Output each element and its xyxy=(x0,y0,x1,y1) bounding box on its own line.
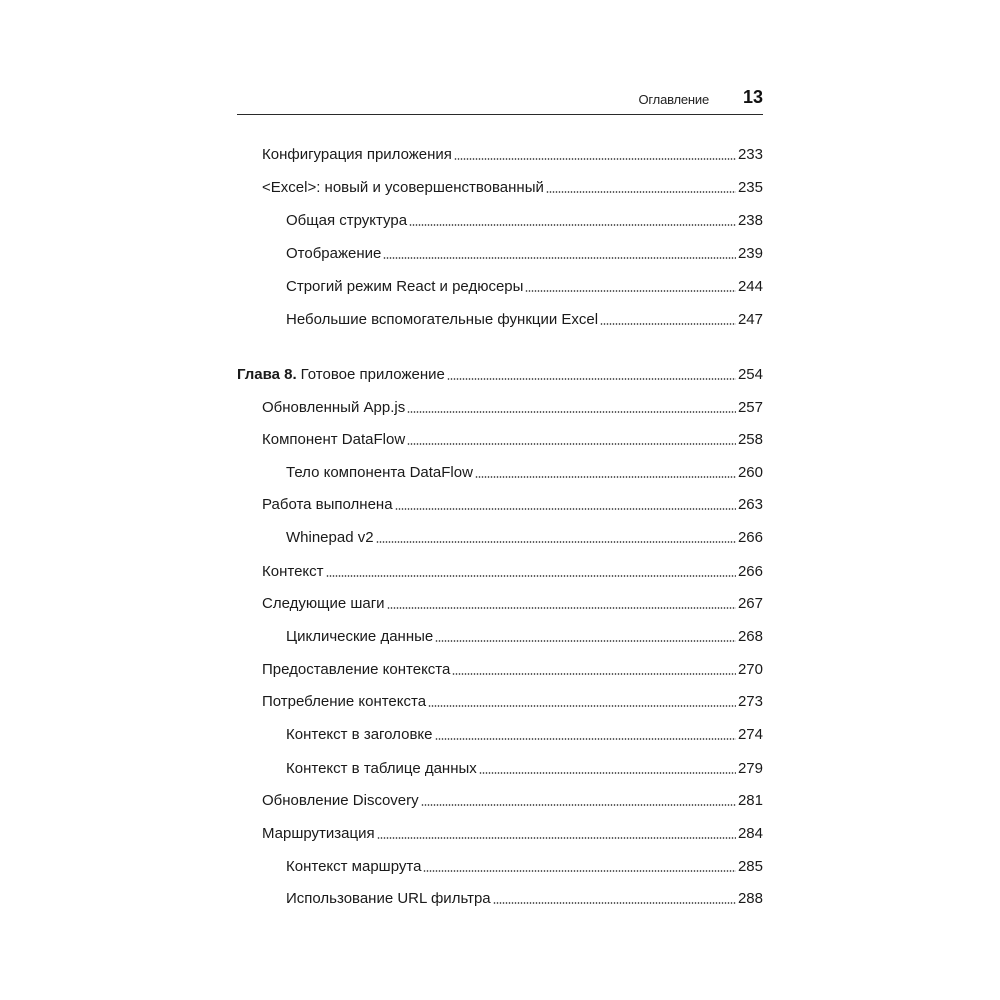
toc-page-number: 266 xyxy=(737,563,763,580)
dot-leader xyxy=(383,257,736,259)
toc-subsection-entry xyxy=(286,758,763,780)
toc-subsection-entry xyxy=(286,276,763,298)
toc-section-entry xyxy=(262,177,763,199)
toc-entry-title: Работа выполнена xyxy=(262,496,393,513)
toc-section-entry xyxy=(262,659,763,681)
dot-leader xyxy=(435,738,736,740)
toc-entry-title: Компонент DataFlow xyxy=(262,431,406,448)
toc-entry-title: Отображение xyxy=(286,245,382,262)
dot-leader xyxy=(525,290,736,292)
toc-entry-title: Предоставление контекста xyxy=(262,661,451,678)
toc-subsection-entry xyxy=(286,309,763,331)
dot-leader xyxy=(475,476,736,478)
toc-page-number: 270 xyxy=(737,661,763,678)
toc-section-entry xyxy=(262,823,763,845)
toc-subsection-entry xyxy=(286,210,763,232)
toc-entry-title: Обновление Discovery xyxy=(262,792,419,809)
dot-leader xyxy=(395,508,736,510)
dot-leader xyxy=(387,607,736,609)
page-number: 13 xyxy=(742,87,763,107)
toc-entry-title: Готовое приложение xyxy=(300,366,445,383)
toc-entry-title: Конфигурация приложения xyxy=(262,146,452,163)
toc-page-number: 284 xyxy=(737,825,763,842)
toc-page-number: 260 xyxy=(737,464,763,481)
toc-page-number: 258 xyxy=(737,431,763,448)
toc-entry-title: Тело компонента DataFlow xyxy=(286,464,473,481)
toc-page-number: 267 xyxy=(737,595,763,612)
toc-subsection-entry xyxy=(286,856,763,878)
toc-entry-title: Использование URL фильтра xyxy=(286,890,491,907)
toc-subsection-entry xyxy=(286,243,763,265)
toc-page-number: 279 xyxy=(737,760,763,777)
toc-page-number: 285 xyxy=(737,858,763,875)
toc-page-number: 281 xyxy=(737,792,763,809)
toc-entry-title: Whinepad v2 xyxy=(286,529,374,546)
dot-leader xyxy=(447,378,736,380)
toc-subsection-entry xyxy=(286,527,763,549)
dot-leader xyxy=(600,323,736,325)
toc-subsection-entry xyxy=(286,888,763,910)
dot-leader xyxy=(435,640,736,642)
dot-leader xyxy=(377,837,736,839)
toc-page-number: 273 xyxy=(737,693,763,710)
toc-section-entry xyxy=(262,691,763,713)
dot-leader xyxy=(546,191,736,193)
toc-page-number: 274 xyxy=(737,726,763,743)
toc-entry-title: Контекст xyxy=(262,563,324,580)
toc-entry-title: Общая структура xyxy=(286,212,408,229)
toc-page-number: 268 xyxy=(737,628,763,645)
toc-entry-title: <Excel>: новый и усовершенствованный xyxy=(262,179,544,196)
toc-page-number: 288 xyxy=(737,890,763,907)
toc-entry-title: Циклические данные xyxy=(286,628,434,645)
toc-page-number: 244 xyxy=(737,278,763,295)
toc-entry-title: Контекст в заголовке xyxy=(286,726,433,743)
toc-section-entry xyxy=(262,144,763,166)
dot-leader xyxy=(409,224,736,226)
toc-subsection-entry xyxy=(286,724,763,746)
toc-page-number: 235 xyxy=(737,179,763,196)
dot-leader xyxy=(407,411,736,413)
dot-leader xyxy=(326,575,736,577)
dot-leader xyxy=(421,804,736,806)
toc-page-number: 254 xyxy=(737,366,763,383)
toc-section-entry xyxy=(262,593,763,615)
dot-leader xyxy=(428,705,736,707)
dot-leader xyxy=(452,673,736,675)
toc-page-number: 239 xyxy=(737,245,763,262)
toc-chapter-entry xyxy=(237,364,763,386)
dot-leader xyxy=(479,772,736,774)
toc-section-entry xyxy=(262,790,763,812)
toc-entry-title: Потребление контекста xyxy=(262,693,427,710)
toc-chapter-number: Глава 8. xyxy=(237,366,297,383)
toc-page-number: 263 xyxy=(737,496,763,513)
toc-entry-title: Строгий режим React и редюсеры xyxy=(286,278,524,295)
toc-subsection-entry xyxy=(286,626,763,648)
toc-section-entry xyxy=(262,429,763,451)
dot-leader xyxy=(493,902,736,904)
toc-section-entry xyxy=(262,397,763,419)
toc-entry-title: Контекст маршрута xyxy=(286,858,422,875)
toc-section-entry xyxy=(262,494,763,516)
dot-leader xyxy=(423,870,736,872)
toc-page-number: 247 xyxy=(737,311,763,328)
dot-leader xyxy=(407,443,736,445)
toc-subsection-entry xyxy=(286,462,763,484)
toc-page-number: 238 xyxy=(737,212,763,229)
toc-page-number: 266 xyxy=(737,529,763,546)
toc-page-number: 257 xyxy=(737,399,763,416)
toc-entry-title: Небольшие вспомогательные функции Excel xyxy=(286,311,599,328)
toc-section-entry xyxy=(262,561,763,583)
toc-entry-title: Контекст в таблице данных xyxy=(286,760,477,777)
dot-leader xyxy=(376,541,736,543)
toc-page-number: 233 xyxy=(737,146,763,163)
dot-leader xyxy=(454,158,736,160)
toc-entry-title: Следующие шаги xyxy=(262,595,385,612)
toc-entry-title: Обновленный App.js xyxy=(262,399,406,416)
toc-entry-title: Маршрутизация xyxy=(262,825,375,842)
section-title: Оглавление xyxy=(638,92,709,107)
